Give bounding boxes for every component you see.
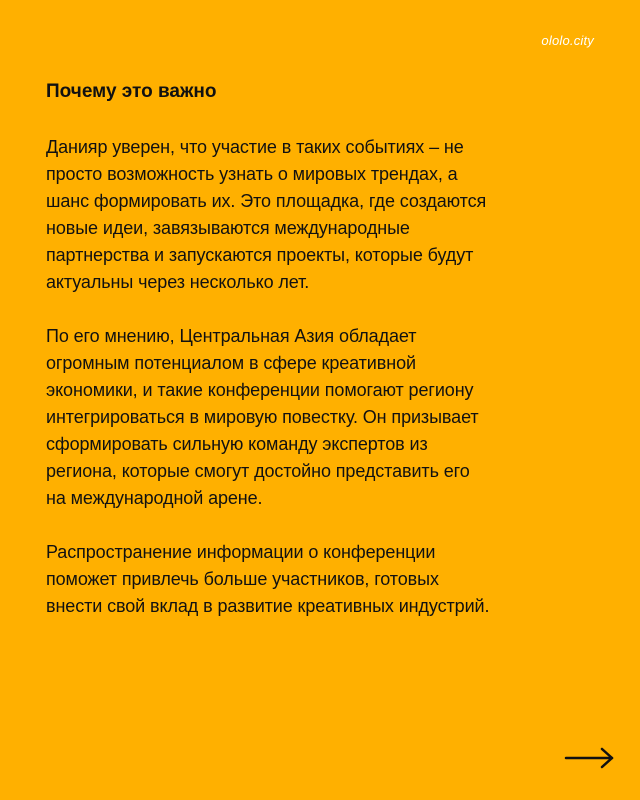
page-heading: Почему это важно	[46, 81, 217, 102]
paragraph-2: По его мнению, Центральная Азия обладает огромным потенциалом в сфере креативной экономики, и такие конференции помогают региону интегрироваться в мировую повестку. Он призывает сформировать сильную команду экспертов из региона, которые смогут достойно представить его на международной арене.	[46, 326, 479, 508]
article-body	[46, 134, 606, 647]
next-button[interactable]	[564, 746, 616, 770]
paragraph-3: Распространение информации о конференции поможет привлечь больше участников, готовых внести свой вклад в развитие креативных индустрий.	[46, 542, 490, 616]
arrow-right-icon	[564, 746, 616, 770]
brand-label: ololo.city	[541, 33, 594, 48]
paragraph-1: Данияр уверен, что участие в таких событиях – не просто возможность узнать о мировых трендах, а шанс формировать их. Это площадка, где создаются новые идеи, завязываются международные партнерства и запускаются проекты, которые будут актуальны через несколько лет.	[46, 137, 487, 292]
